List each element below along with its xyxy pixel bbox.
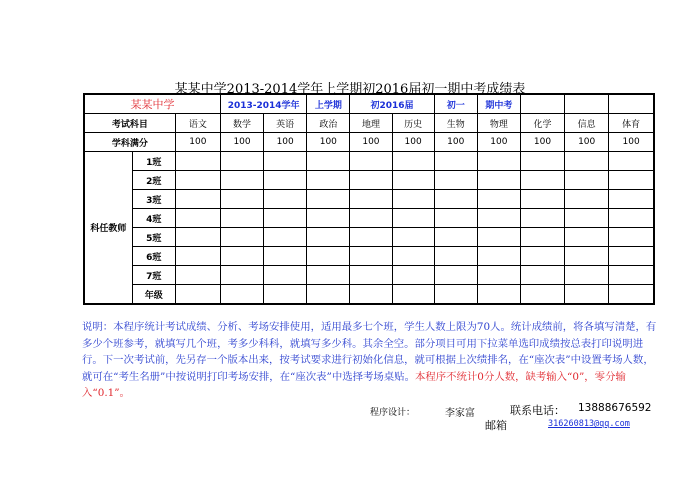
class-row (84, 285, 654, 305)
grade-year[interactable]: 初2016届 (350, 94, 434, 114)
subject-cell[interactable]: 历史 (392, 114, 434, 133)
teacher-cell[interactable] (392, 171, 434, 190)
teacher-cell[interactable] (175, 171, 220, 190)
teacher-cell[interactable] (307, 171, 350, 190)
teacher-cell[interactable] (350, 209, 392, 228)
full-mark-cell[interactable]: 100 (609, 133, 654, 152)
full-mark-cell[interactable]: 100 (175, 133, 220, 152)
teacher-cell[interactable] (609, 152, 654, 171)
teacher-cell[interactable] (175, 228, 220, 247)
full-mark-cell[interactable]: 100 (264, 133, 307, 152)
teacher-cell[interactable] (434, 266, 477, 285)
phone-label: 联系电话： (510, 404, 565, 417)
teacher-cell[interactable] (392, 209, 434, 228)
teacher-cell[interactable] (520, 190, 564, 209)
teacher-cell[interactable] (565, 190, 609, 209)
subject-cell[interactable]: 英语 (264, 114, 307, 133)
teacher-cell[interactable] (350, 190, 392, 209)
teacher-cell[interactable] (520, 266, 564, 285)
instructions-note (82, 319, 660, 402)
teacher-cell[interactable] (307, 152, 350, 171)
full-mark-cell[interactable]: 100 (520, 133, 564, 152)
teacher-cell[interactable] (175, 209, 220, 228)
school-year[interactable]: 2013-2014学年 (220, 94, 306, 114)
class-row (84, 209, 654, 228)
class-label: 3班 (132, 190, 175, 209)
teacher-cell[interactable] (392, 285, 434, 305)
teacher-cell[interactable] (307, 247, 350, 266)
class-row (84, 266, 654, 285)
teacher-label: 科任教师 (84, 152, 132, 305)
header-row (84, 94, 654, 114)
teacher-cell[interactable] (350, 228, 392, 247)
subject-cell[interactable]: 信息 (565, 114, 609, 133)
teacher-cell[interactable] (520, 171, 564, 190)
full-mark-cell[interactable]: 100 (307, 133, 350, 152)
teacher-cell[interactable] (264, 209, 307, 228)
teacher-cell[interactable] (264, 228, 307, 247)
class-row (84, 190, 654, 209)
teacher-cell[interactable] (175, 247, 220, 266)
sheet-title: 某某中学2013-2014学年上学期初2016届初一期中考成绩表 (174, 82, 526, 97)
teacher-cell[interactable] (350, 266, 392, 285)
teacher-cell[interactable] (477, 247, 520, 266)
phone-number: 13888676592 (578, 402, 652, 414)
teacher-cell[interactable] (477, 190, 520, 209)
cell[interactable] (565, 94, 609, 114)
grade[interactable]: 初一 (434, 94, 477, 114)
teacher-cell[interactable] (520, 228, 564, 247)
score-table (83, 93, 655, 305)
teacher-cell[interactable] (565, 247, 609, 266)
teacher-cell[interactable] (350, 285, 392, 305)
full-mark-cell[interactable]: 100 (220, 133, 263, 152)
full-marks-row (84, 133, 654, 152)
subject-cell[interactable]: 语文 (175, 114, 220, 133)
teacher-cell[interactable] (434, 171, 477, 190)
teacher-cell[interactable] (565, 209, 609, 228)
subjects-row (84, 114, 654, 133)
email-link[interactable]: 316260813@qq.com (548, 419, 630, 429)
designer-label: 程序设计： (370, 408, 416, 418)
subject-cell[interactable]: 地理 (350, 114, 392, 133)
teacher-cell[interactable] (565, 171, 609, 190)
teacher-cell[interactable] (220, 209, 263, 228)
teacher-cell[interactable] (220, 266, 263, 285)
school-name[interactable]: 某某中学 (84, 94, 220, 114)
teacher-cell[interactable] (520, 247, 564, 266)
teacher-cell[interactable] (220, 285, 263, 305)
cell[interactable] (520, 94, 564, 114)
subject-cell[interactable]: 生物 (434, 114, 477, 133)
teacher-cell[interactable] (565, 285, 609, 305)
teacher-cell[interactable] (434, 247, 477, 266)
teacher-cell[interactable] (609, 171, 654, 190)
teacher-cell[interactable] (175, 152, 220, 171)
full-mark-cell[interactable]: 100 (477, 133, 520, 152)
full-marks-label: 学科满分 (84, 133, 175, 152)
class-label: 5班 (132, 228, 175, 247)
full-mark-cell[interactable]: 100 (434, 133, 477, 152)
teacher-cell[interactable] (175, 285, 220, 305)
teacher-cell[interactable] (220, 171, 263, 190)
teacher-cell[interactable] (520, 152, 564, 171)
teacher-cell[interactable] (609, 228, 654, 247)
subject-cell[interactable]: 数学 (220, 114, 263, 133)
instructions-warning: 本程序不统计0分人数，缺考输入“0”，零分输入“0.1”。 (82, 370, 626, 399)
email-label: 邮箱 (485, 419, 507, 432)
teacher-cell[interactable] (392, 247, 434, 266)
teacher-cell[interactable] (609, 190, 654, 209)
teacher-cell[interactable] (392, 152, 434, 171)
term[interactable]: 上学期 (307, 94, 350, 114)
teacher-cell[interactable] (307, 209, 350, 228)
teacher-cell[interactable] (307, 285, 350, 305)
class-row (84, 152, 654, 171)
teacher-cell[interactable] (434, 190, 477, 209)
teacher-cell[interactable] (307, 266, 350, 285)
class-label: 6班 (132, 247, 175, 266)
teacher-cell[interactable] (477, 171, 520, 190)
teacher-cell[interactable] (565, 152, 609, 171)
teacher-cell[interactable] (220, 152, 263, 171)
teacher-cell[interactable] (477, 266, 520, 285)
teacher-cell[interactable] (477, 285, 520, 305)
class-row (84, 171, 654, 190)
cell[interactable] (609, 94, 654, 114)
teacher-cell[interactable] (565, 228, 609, 247)
teacher-cell[interactable] (307, 228, 350, 247)
class-label: 1班 (132, 152, 175, 171)
teacher-cell[interactable] (520, 285, 564, 305)
teacher-cell[interactable] (477, 228, 520, 247)
teacher-cell[interactable] (350, 152, 392, 171)
subject-cell[interactable]: 政治 (307, 114, 350, 133)
teacher-cell[interactable] (477, 209, 520, 228)
subject-cell[interactable]: 物理 (477, 114, 520, 133)
teacher-cell[interactable] (434, 152, 477, 171)
teacher-cell[interactable] (392, 266, 434, 285)
full-mark-cell[interactable]: 100 (350, 133, 392, 152)
subjects-label: 考试科目 (84, 114, 175, 133)
teacher-cell[interactable] (350, 247, 392, 266)
teacher-cell[interactable] (220, 228, 263, 247)
teacher-cell[interactable] (220, 247, 263, 266)
subject-cell[interactable]: 化学 (520, 114, 564, 133)
teacher-cell[interactable] (175, 190, 220, 209)
teacher-cell[interactable] (609, 266, 654, 285)
teacher-cell[interactable] (434, 228, 477, 247)
teacher-cell[interactable] (609, 247, 654, 266)
designer-name: 李家富 (445, 408, 475, 419)
teacher-cell[interactable] (220, 190, 263, 209)
teacher-cell[interactable] (520, 209, 564, 228)
teacher-cell[interactable] (434, 209, 477, 228)
full-mark-cell[interactable]: 100 (392, 133, 434, 152)
teacher-cell[interactable] (264, 152, 307, 171)
teacher-cell[interactable] (264, 171, 307, 190)
teacher-cell[interactable] (175, 266, 220, 285)
teacher-cell[interactable] (392, 190, 434, 209)
class-label: 7班 (132, 266, 175, 285)
teacher-cell[interactable] (392, 228, 434, 247)
teacher-cell[interactable] (264, 247, 307, 266)
instructions-text: 说明：本程序统计考试成绩、分析、考场安排使用，适用最多七个班，学生人数上限为70人。统计成绩前，将各填写清楚，有多少个班参考，就填写几个班，考多少科科，就填写多少科。其余全空。部分项目可用下拉菜单选印成绩按总表打印说明进行。下一次考试前，先另存一个版本出来，按考试要求进行初始化信息，就可根据上次绩排名，在“座次表”中设置考场人数，就可在“考生名册”中按说明打印考场安排，在“座次表”中选择考场桌贴。 (82, 321, 657, 383)
full-mark-cell[interactable]: 100 (565, 133, 609, 152)
teacher-cell[interactable] (434, 285, 477, 305)
teacher-cell[interactable] (264, 190, 307, 209)
class-label: 4班 (132, 209, 175, 228)
subject-cell[interactable]: 体育 (609, 114, 654, 133)
teacher-cell[interactable] (264, 285, 307, 305)
teacher-cell[interactable] (307, 190, 350, 209)
teacher-cell[interactable] (609, 209, 654, 228)
class-row (84, 228, 654, 247)
exam-type[interactable]: 期中考 (477, 94, 520, 114)
class-label: 2班 (132, 171, 175, 190)
class-row (84, 247, 654, 266)
class-label: 年级 (132, 285, 175, 305)
teacher-cell[interactable] (477, 152, 520, 171)
teacher-cell[interactable] (350, 171, 392, 190)
teacher-cell[interactable] (565, 266, 609, 285)
teacher-cell[interactable] (264, 266, 307, 285)
teacher-cell[interactable] (609, 285, 654, 305)
teacher-rows (84, 152, 654, 305)
